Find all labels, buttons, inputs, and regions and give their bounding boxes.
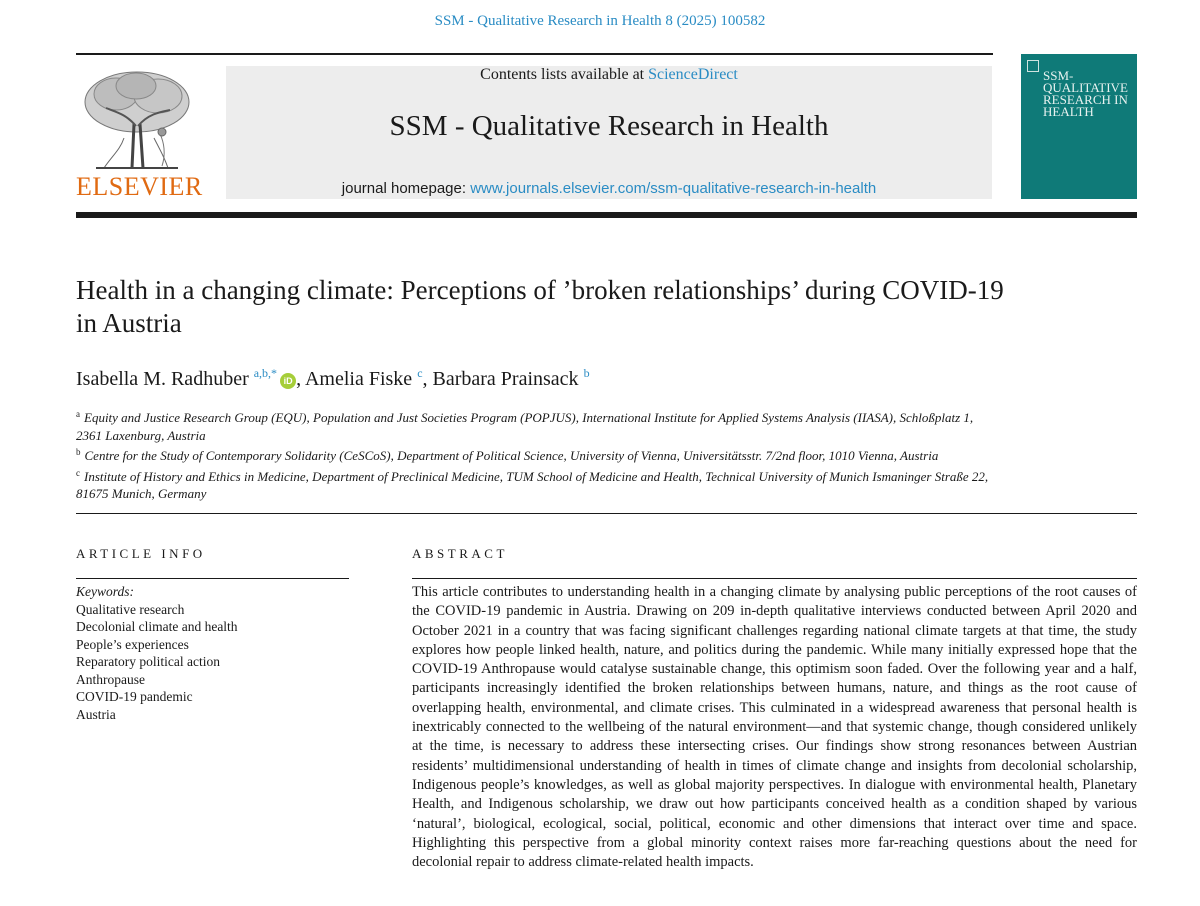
keyword-item[interactable]: Anthropause bbox=[76, 671, 145, 687]
keyword-item[interactable]: COVID-19 pandemic bbox=[76, 689, 193, 704]
keywords-panel bbox=[76, 583, 349, 723]
abstract-body: This article contributes to understanding health in a changing climate by analysing public perceptions of the root causes of the COVID-19 pandemic in Austria. Drawing on 209 in-depth qualitative interviews conducted between April 2020 and October 2021 in a country that was facing significant challenges regarding national climate targets at that time, the study explores how people linked health, nature, and politics during the pandemic. While many initially expressed hope that the COVID-19 Anthropause would catalyse sustainable change, this optimism soon faded. Over the following year and a half, participants increasingly identified the broken relationships between humans, nature, and things as the root cause of overlapping health, environmental, and climate crises. This culminated in a widespread awareness that personal health is inextricably connected to the wellbeing of the natural environment—and that systemic change, though considered unlikely at the time, is necessary to address these intersecting crises. Our findings show strong resonances between Austrian residents’ multidimensional understanding of health in times of climate change and insights from decolonial scholarship, Indigenous people’s knowledges, as well as global majority perspectives. In dialogue with environmental health, Planetary Health, and Indigenous scholarship, we draw out how participants conceived health as a condition shaped by various ‘natural’, biological, ecological, social, political, economic and other dimensions that interact over time and space. Highlighting this perspective from a global minority context raises more far-reaching questions about the need for decolonial repair to address climate-related health impacts. bbox=[412, 584, 1137, 871]
affiliation-label: b bbox=[76, 447, 81, 457]
journal-citation-link[interactable]: SSM - Qualitative Research in Health 8 (2025) 100582 bbox=[434, 13, 766, 29]
keyword-item[interactable]: Qualitative research bbox=[76, 601, 185, 617]
contents-prefix: Contents lists available at bbox=[480, 66, 649, 83]
sciencedirect-link[interactable]: ScienceDirect bbox=[648, 66, 738, 83]
author-affiliation-marker[interactable]: a,b,* bbox=[253, 366, 278, 380]
affiliation-label: c bbox=[76, 467, 80, 478]
article-info-heading: ARTICLE INFO bbox=[76, 546, 206, 561]
author-name[interactable]: Barbara Prainsack bbox=[432, 368, 579, 390]
elsevier-logo bbox=[76, 64, 203, 201]
elsevier-tree-icon bbox=[76, 64, 198, 172]
affiliation-item bbox=[76, 465, 994, 503]
affiliation-text: Equity and Justice Research Group (EQU), Population and Just Societies Program (POPJUS), International Institute for Applied Systems Analysis (IIASA), Schloßplatz 1, 2361 Laxenburg, Austria bbox=[76, 410, 974, 443]
abstract-rule bbox=[412, 578, 1137, 579]
journal-homepage-link[interactable]: www.journals.elsevier.com/ssm-qualitative-research-in-health bbox=[470, 180, 877, 197]
journal-cover-image[interactable] bbox=[1021, 54, 1137, 199]
section-divider bbox=[76, 513, 1137, 514]
author-name[interactable]: Isabella M. Radhuber bbox=[76, 368, 249, 390]
author-affiliation-marker[interactable]: b bbox=[583, 366, 590, 380]
keyword-item[interactable]: Austria bbox=[76, 706, 116, 722]
affiliation-item bbox=[76, 406, 994, 444]
author-name[interactable]: Amelia Fiske bbox=[304, 368, 413, 390]
header-bottom-rule bbox=[76, 212, 1137, 218]
keywords-label: Keywords: bbox=[76, 584, 134, 599]
publisher-wordmark: ELSEVIER bbox=[76, 172, 203, 201]
homepage-prefix: journal homepage: bbox=[341, 180, 471, 197]
author-list: Isabella M. Radhuber $^{a,b,*}$iD , Amelia Fiske $^c$, Barbara Prainsack $^b$ bbox=[76, 366, 590, 390]
header-top-rule bbox=[76, 53, 993, 55]
journal-title: SSM - Qualitative Research in Health bbox=[389, 110, 829, 142]
article-title: Health in a changing climate: Perceptions of ’broken relationships’ during COVID-19 in Austria bbox=[76, 275, 1004, 338]
affiliation-item bbox=[76, 444, 994, 465]
keyword-item[interactable]: People’s experiences bbox=[76, 636, 189, 652]
journal-banner bbox=[226, 66, 992, 199]
article-info-rule bbox=[76, 578, 349, 579]
keyword-item[interactable]: Reparatory political action bbox=[76, 654, 220, 669]
orcid-icon[interactable]: iD bbox=[280, 373, 296, 389]
affiliation-text: Centre for the Study of Contemporary Solidarity (CeSCoS), Department of Political Science, University of Vienna, Universitätsstr. 7/2nd floor, 1010 Vienna, Austria bbox=[84, 448, 939, 463]
cover-logo-icon bbox=[1027, 60, 1039, 72]
affiliation-list bbox=[76, 406, 994, 503]
affiliation-label: a bbox=[76, 409, 80, 419]
contents-line bbox=[226, 66, 992, 84]
author-affiliation-marker[interactable]: c bbox=[417, 366, 423, 380]
homepage-line bbox=[226, 180, 992, 197]
keyword-item[interactable]: Decolonial climate and health bbox=[76, 619, 238, 634]
abstract-heading: ABSTRACT bbox=[412, 546, 508, 561]
cover-title: SSM-QUALITATIVE RESEARCH IN HEALTH bbox=[1043, 68, 1128, 119]
affiliation-text: Institute of History and Ethics in Medicine, Department of Preclinical Medicine, TUM School of Medicine and Health, Technical University of Munich Ismaninger Straße 22, 81675 Munich, Germany bbox=[76, 468, 989, 501]
